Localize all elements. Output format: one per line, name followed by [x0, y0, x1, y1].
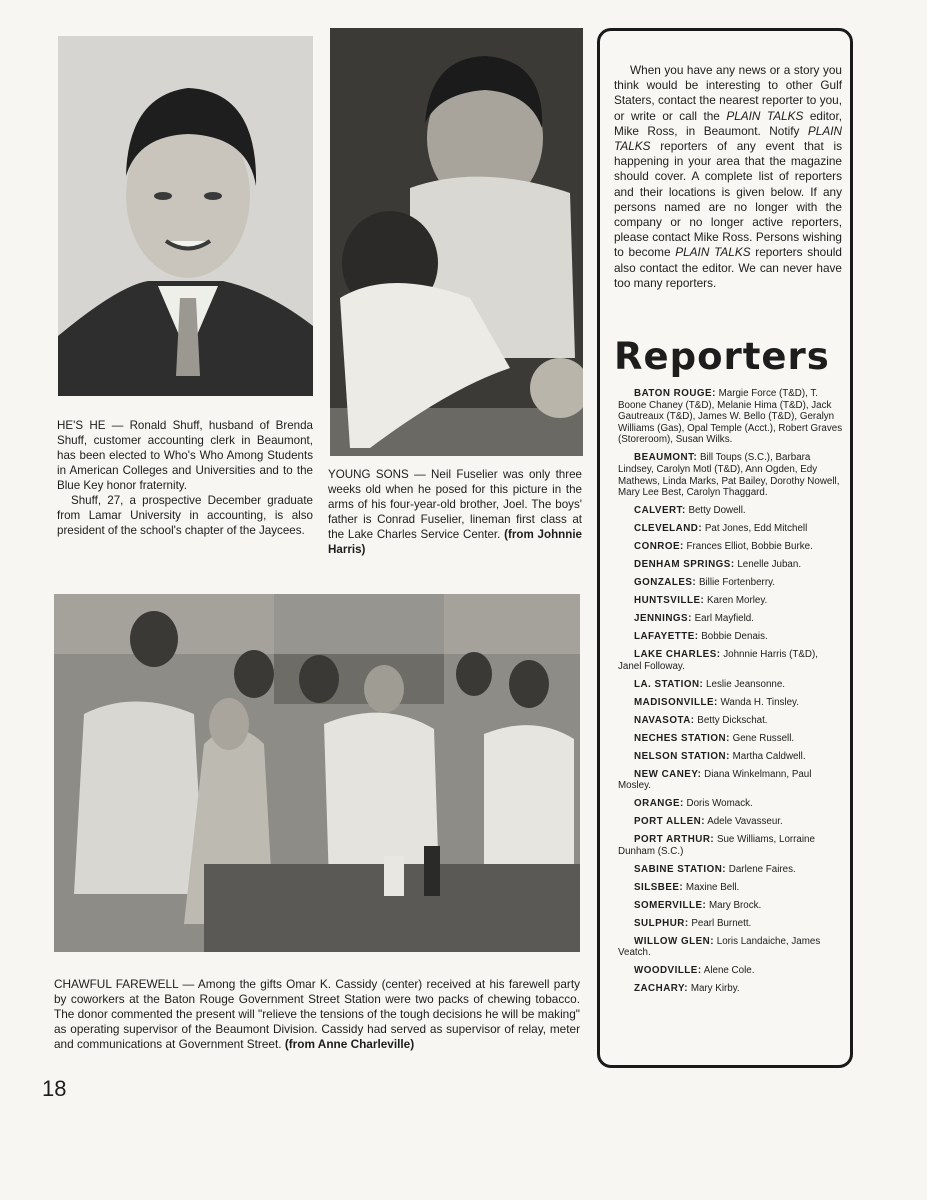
- reporter-city: LAFAYETTE:: [634, 631, 699, 643]
- reporter-entry: [618, 388, 844, 446]
- reporter-city: CLEVELAND:: [634, 523, 703, 535]
- reporter-city: PORT ARTHUR:: [634, 834, 715, 846]
- reporter-names: Sue Williams, Lorraine Dunham (S.C.): [618, 834, 815, 857]
- reporter-entry: [618, 631, 844, 643]
- reporter-list: [618, 388, 844, 1001]
- reporter-names: Alene Cole.: [703, 965, 755, 977]
- caption-fuselier-lead: YOUNG SONS: [328, 468, 409, 481]
- intro-part-3: reporters of any event that is happening in your area that the magazine should cover. A complete list of reporters and their locations is given below. If any persons named are no longer with the company or no longer active reporters, please contact Mike Ross. Persons wishing to become: [614, 139, 842, 260]
- caption-shuff: [57, 418, 313, 538]
- caption-shuff-text: — Ronald Shuff, husband of Brenda Shuff, customer accounting clerk in Beaumont, has been elected to Who's Who Among Students in American Colleges and Universities and to the Blue Key honor fraternity.: [57, 419, 313, 492]
- reporter-entry: [618, 649, 844, 672]
- reporter-entry: [618, 679, 844, 691]
- caption-farewell: [54, 977, 580, 1052]
- reporter-names: Bobbie Denais.: [701, 631, 768, 643]
- caption-shuff-lead: HE'S HE: [57, 419, 106, 432]
- reporter-entry: [618, 541, 844, 553]
- reporter-names: Billie Fortenberry.: [698, 577, 775, 589]
- reporter-city: WOODVILLE:: [634, 965, 702, 977]
- reporter-city: ORANGE:: [634, 798, 684, 810]
- reporter-names: Earl Mayfield.: [694, 613, 754, 625]
- reporter-names: Doris Womack.: [686, 798, 753, 810]
- reporter-names: Pat Jones, Edd Mitchell: [704, 523, 808, 535]
- reporter-entry: [618, 559, 844, 571]
- reporter-entry: [618, 523, 844, 535]
- reporter-entry: [618, 900, 844, 912]
- reporter-entry: [618, 733, 844, 745]
- reporter-entry: [618, 452, 844, 498]
- reporter-city: LAKE CHARLES:: [634, 649, 721, 660]
- intro-part-4: reporters should also contact the editor. We can never have too many reporters.: [614, 245, 842, 290]
- caption-shuff-text-2: Shuff, 27, a prospective December graduate from Lamar University in accounting, is also president of the school's chapter of the Jaycees.: [57, 494, 313, 537]
- reporter-entry: [618, 613, 844, 625]
- photo-farewell-party: [54, 594, 580, 952]
- reporter-names: Lenelle Juban.: [737, 559, 802, 571]
- intro-part-1: When you have any news or a story you think would be interesting to other Gulf Staters, contact the nearest reporter to you, or write or call the: [614, 63, 842, 123]
- reporter-city: PORT ALLEN:: [634, 816, 705, 828]
- reporter-names: Diana Winkelmann, Paul Mosley.: [618, 768, 812, 792]
- reporter-entry: [618, 983, 844, 995]
- reporter-names: Betty Dickschat.: [697, 714, 768, 726]
- reporter-city: BATON ROUGE:: [634, 388, 716, 399]
- caption-fuselier: [328, 467, 582, 557]
- intro-part-2: editor, Mike Ross, in Beaumont. Notify: [614, 108, 842, 138]
- reporter-names: Loris Landaiche, James Veatch.: [618, 935, 821, 959]
- reporter-city: WILLOW GLEN:: [634, 935, 715, 947]
- reporter-entry: [618, 595, 844, 607]
- reporter-city: NAVASOTA:: [634, 714, 695, 726]
- reporter-names: Leslie Jeansonne.: [706, 678, 786, 690]
- reporter-names: Karen Morley.: [707, 595, 768, 607]
- caption-fuselier-text: — Neil Fuselier was only three weeks old when he posed for this picture in the arms of his four-year-old brother, Joel. The boys' father is Conrad Fuselier, lineman first class at the Lake Charles Service Center.: [328, 468, 582, 541]
- reporter-city: NEW CANEY:: [634, 768, 702, 780]
- reporter-entry: [618, 936, 844, 959]
- caption-farewell-text: — Among the gifts Omar K. Cassidy (center) received at his farewell party by coworkers at the Baton Rouge Government Street Station were two packs of chewing tobacco. The donor commented the present will "relieve the tensions of the tough decisions he will be making" as operating supervisor of the Beaumont Division. Cassidy had served as supervisor of relay, meter and communications at Government Street.: [54, 977, 580, 1051]
- reporter-names: Maxine Bell.: [685, 881, 740, 893]
- reporter-entry: [618, 769, 844, 792]
- reporter-entry: [618, 965, 844, 977]
- reporter-city: GONZALES:: [634, 577, 697, 589]
- reporter-names: Wanda H. Tinsley.: [720, 696, 799, 708]
- reporter-names: Frances Elliot, Bobbie Burke.: [686, 541, 813, 553]
- reporter-city: SABINE STATION:: [634, 863, 727, 875]
- reporter-names: Gene Russell.: [732, 732, 795, 744]
- caption-farewell-credit: (from Anne Charleville): [284, 1037, 415, 1051]
- caption-farewell-lead: CHAWFUL FAREWELL: [54, 977, 179, 991]
- reporter-city: HUNTSVILLE:: [634, 595, 705, 607]
- reporter-city: NECHES STATION:: [634, 732, 730, 744]
- caption-fuselier-credit: (from Johnnie Harris): [328, 528, 582, 556]
- photo-fuselier-boys: [330, 28, 583, 456]
- reporter-names: Martha Caldwell.: [732, 750, 806, 762]
- reporter-names: Darlene Faires.: [728, 863, 796, 875]
- reporter-entry: [618, 751, 844, 763]
- reporter-city: NELSON STATION:: [634, 750, 730, 762]
- sidebar-intro: [614, 63, 842, 291]
- reporter-entry: [618, 864, 844, 876]
- reporter-entry: [618, 505, 844, 517]
- page-number: 18: [42, 1076, 67, 1101]
- reporter-names: Bill Toups (S.C.), Barbara Lindsey, Carolyn Motl (T&D), Ann Ogden, Edy Mathews, Linda Marks, Pat Bailey, Dorothy Nowell, Mary Lee Best, Carolyn Thaggard.: [618, 452, 840, 499]
- reporter-city: SILSBEE:: [634, 881, 684, 893]
- reporter-names: Margie Force (T&D), T. Boone Chaney (T&D), Melanie Hima (T&D), Jack Gautreaux (T&D), James W. Bello (T&D), Geralyn Williams (Gas), Opal Temple (Acct.), Robert Graves (Storeroom), Susan Wilks.: [618, 388, 843, 446]
- intro-plain-talks-1: PLAIN TALKS: [726, 108, 804, 123]
- reporter-city: DENHAM SPRINGS:: [634, 559, 735, 571]
- reporter-city: ZACHARY:: [634, 983, 689, 995]
- reporters-title: Reporters: [614, 335, 830, 378]
- photo-ronald-shuff: [58, 36, 313, 396]
- reporter-entry: [618, 918, 844, 930]
- reporter-names: Mary Brock.: [709, 899, 762, 911]
- reporter-city: MADISONVILLE:: [634, 696, 718, 708]
- intro-plain-talks-3: PLAIN TALKS: [675, 245, 751, 260]
- reporter-names: Johnnie Harris (T&D), Janel Followay.: [618, 649, 818, 672]
- reporter-city: BEAUMONT:: [634, 452, 698, 464]
- reporter-entry: [618, 798, 844, 810]
- reporter-entry: [618, 816, 844, 828]
- reporter-entry: [618, 715, 844, 727]
- reporter-entry: [618, 882, 844, 894]
- reporter-names: Adele Vavasseur.: [707, 816, 783, 828]
- reporter-entry: [618, 697, 844, 709]
- reporter-city: CALVERT:: [634, 505, 686, 517]
- reporter-names: Betty Dowell.: [688, 505, 746, 517]
- reporter-names: Pearl Burnett.: [691, 917, 752, 929]
- reporter-entry: [618, 834, 844, 857]
- intro-plain-talks-2: PLAIN TALKS: [614, 123, 842, 154]
- reporter-city: CONROE:: [634, 541, 684, 553]
- reporter-city: LA. STATION:: [634, 678, 704, 690]
- reporter-city: SOMERVILLE:: [634, 899, 707, 911]
- reporter-names: Mary Kirby.: [690, 983, 740, 995]
- reporter-city: JENNINGS:: [634, 613, 692, 625]
- reporter-city: SULPHUR:: [634, 917, 689, 929]
- reporter-entry: [618, 577, 844, 589]
- reporters-sidebar: [597, 28, 853, 1068]
